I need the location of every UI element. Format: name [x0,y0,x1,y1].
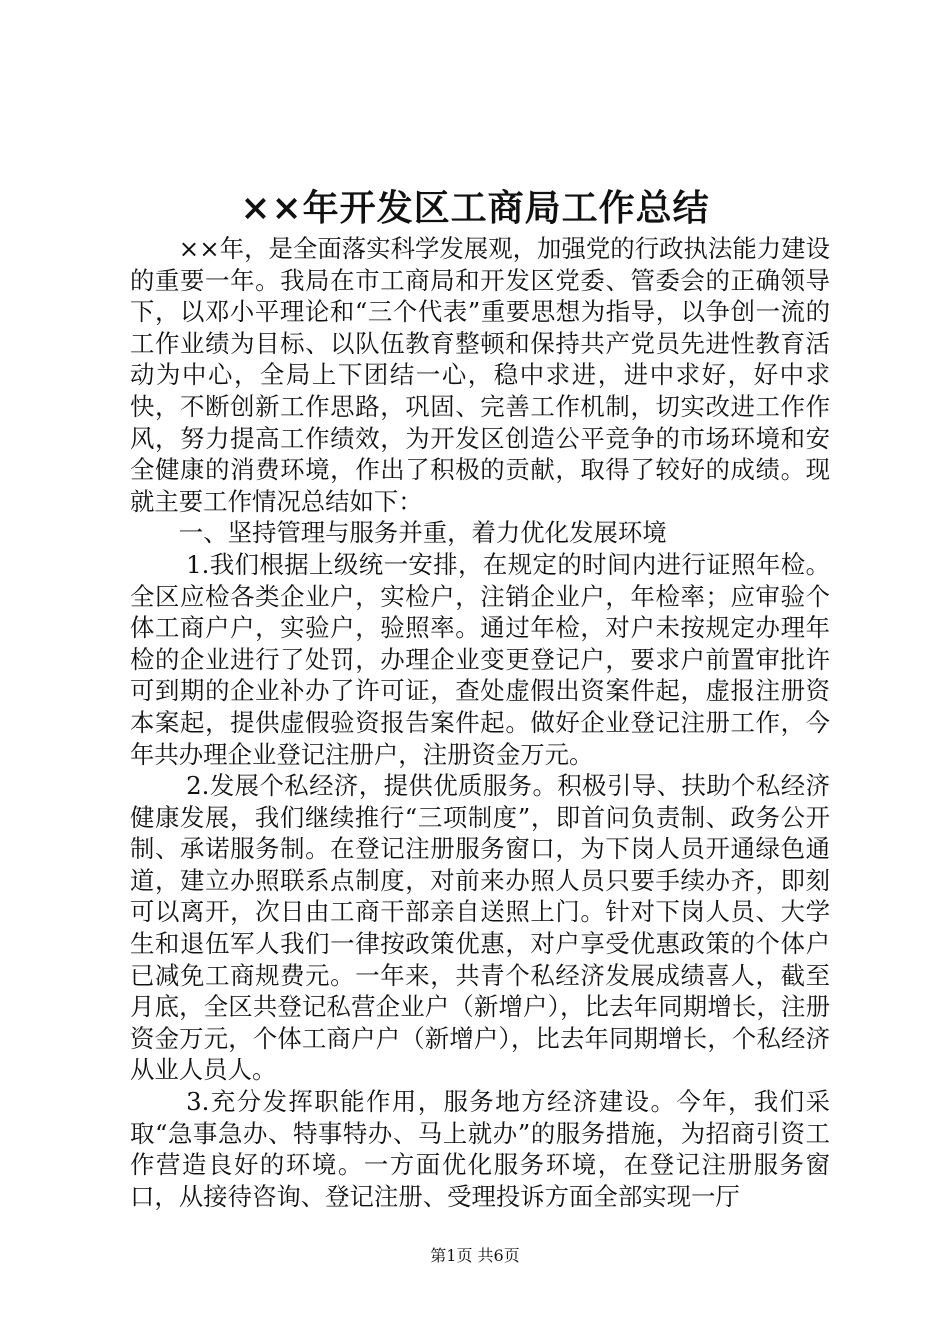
intro-paragraph: ××年，是全面落实科学发展观，加强党的行政执法能力建设的重要一年。我局在市工商局和开发区党委、管委会的正确领导下，以邓小平理论和“三个代表”重要思想为指导，以争创一流的工作业绩为目标、以队伍教育整顿和保持共产党员先进性教育活动为中心，全局上下团结一心，稳中求进，进中求好，好中求快，不断创新工作思路，巩固、完善工作机制，切实改进工作作风，努力提高工作绩效，为开发区创造公平竞争的市场环境和安全健康的消费环境，作出了积极的贡献，取得了较好的成绩。现就主要工作情况总结如下： [130,234,830,516]
item-paragraph-1: 1.我们根据上级统一安排，在规定的时间内进行证照年检。全区应检各类企业户，实检户，注销企业户，年检率；应审验个体工商户户，实验户，验照率。通过年检，对户未按规定办理年检的企业进行了处罚，办理企业变更登记户，要求户前置审批许可到期的企业补办了许可证，查处虚假出资案件起，虚报注册资本案起，提供虚假验资报告案件起。做好企业登记注册工作，今年共办理企业登记注册户，注册资金万元。 [130,549,830,769]
item-paragraph-3: 3.充分发挥职能作用，服务地方经济建设。今年，我们采取“急事急办、特事特办、马上就办”的服务措施，为招商引资工作营造良好的环境。一方面优化服务环境，在登记注册服务窗口，从接待咨询、登记注册、受理投诉方面全部实现一厅 [130,1087,830,1211]
page-number-footer: 第1页 共6页 [430,1246,520,1265]
section-heading: 一、坚持管理与服务并重，着力优化发展环境 [178,518,667,548]
document-body [130,233,830,1212]
item-paragraph-2: 2.发展个私经济，提供优质服务。积极引导、扶助个私经济健康发展，我们继续推行“三项制度”，即首问负责制、政务公开制、承诺服务制。在登记注册服务窗口，为下岗人员开通绿色通道，建立办照联系点制度，对前来办照人员只要手续办齐，即刻可以离开，次日由工商干部亲自送照上门。针对下岗人员、大学生和退伍军人我们一律按政策优惠，对户享受优惠政策的个体户已减免工商规费元。一年来，共青个私经济发展成绩喜人，截至月底，全区共登记私营企业户（新增户），比去年同期增长，注册资金万元，个体工商户户（新增户），比去年同期增长，个私经济从业人员人。 [130,771,830,1085]
document-title: ××年开发区工商局工作总结 [240,187,710,229]
